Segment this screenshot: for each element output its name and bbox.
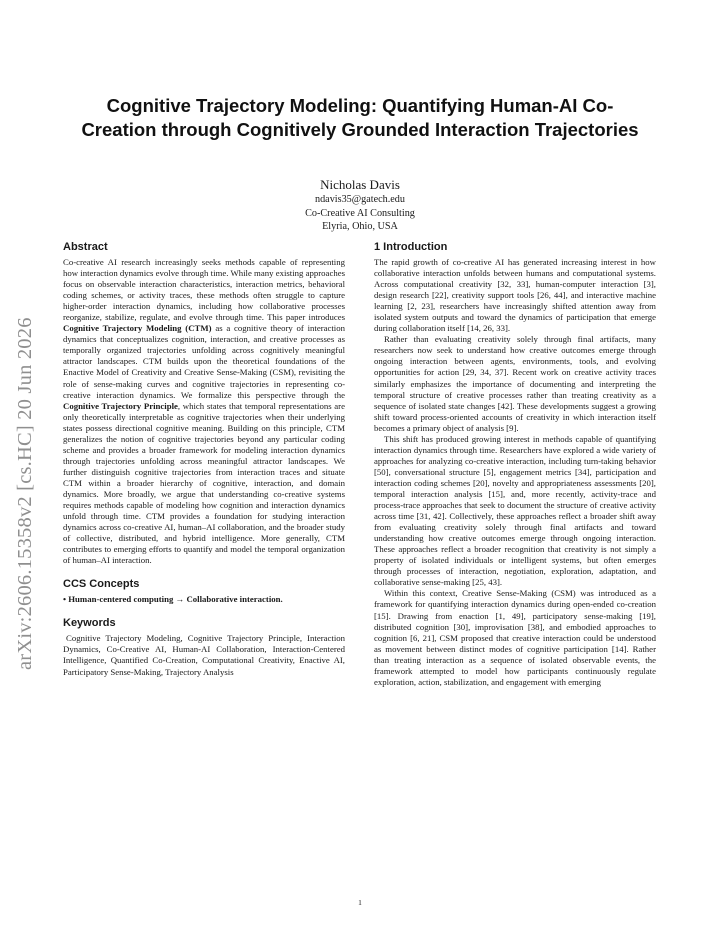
arxiv-identifier: arXiv:2606.15358v2 [cs.HC] 20 Jun 2026 [14,317,36,670]
abstract-bold-ctm: Cognitive Trajectory Modeling (CTM) [63,323,212,334]
keywords-heading: Keywords [63,617,116,630]
right-column [374,240,656,688]
intro-paragraph: Rather than evaluating creativity solely through final artifacts, many researchers now seek to understand how creative outcomes emerge through ongoing interaction between agents, environments, tools, and evolving opportunities for action [29, 34, 37]. Recent work on creative activity traces similarly emphasizes the importance of documenting and interpreting the temporal structure of creative processes rather than treating creativity as a sequence of isolated state changes [42]. These developments suggest a growing shift toward process-oriented accounts of creativity in which interaction itself becomes a primary object of analysis [9]. [374,334,656,433]
abstract-text-part-2: as a cognitive theory of interaction dynamics that conceptualizes cognition, interaction, and creative processes as temporally organized trajectories unfolding across cognitively meaningful attractor landscapes. CTM builds upon the theoretical foundations of the Enactive Model of Creativity and Creative Sense-Making (CSM), revisiting the role of sense-making curves and cognitive trajectories in representing co-creative interaction dynamics. We formalize this perspective through the [63,323,345,400]
introduction-heading: 1 Introduction [374,241,448,253]
page-number: 1 [358,898,362,907]
abstract-heading: Abstract [63,241,108,253]
author-email[interactable]: ndavis35@gatech.edu [314,194,405,205]
author-name: Nicholas Davis [320,177,400,192]
abstract-text-part-1: Co-creative AI research increasingly seeks methods capable of representing how interaction dynamics evolve through time. While many existing approaches focus on observable interaction characteristics, interaction metrics, behavioral coding schemes, or activity traces, these methods often struggle to capture higher-order interaction dynamics, including how collaborative processes reorganize, stabilize, regulate, and evolve through time. This paper introduces [63,257,345,323]
author-block [0,177,720,234]
abstract-text-part-3: , which states that temporal representations are only theoretically interpretable as cognitive trajectories when their underlying states possess directional cognitive meaning. Building on this principle, CTM generalizes the notion of cognitive trajectories beyond any particular coding scheme and provides a broader framework for modeling interaction dynamics through trajectories unfolding across meaningful attractor landscapes. We further distinguish cognitive trajectories from interaction traces and situate CTM within a broader hierarchy of cognitive, interaction, and domain dynamics. More broadly, we argue that understanding co-creative systems requires methods capable of modeling how cognition and interaction dynamics unfold through time. CTM provides a foundation for studying interaction dynamics across co-creative AI, human–AI collaboration, and the broader study of collective, distributed, and hybrid intelligence. More generally, CTM contributes to emerging efforts to quantify and model the temporal organization of human–AI interaction. [63,400,345,566]
intro-paragraph: Within this context, Creative Sense-Making (CSM) was introduced as a framework for quantifying interaction dynamics during open-ended co-creation [15]. Drawing from enaction [1, 49], participatory sense-making [19], distributed cognition [30], improvisation [38], and embodied approaches to cognition [6, 21], CSM proposed that creative interaction could be understood as movement between distinct modes of cognitive participation [14]. Rather than treating interaction as a sequence of isolated observable events, the framework attempted to model how participants continuously regulate exploration, action, stabilization, and engagement with emerging [374,588,656,687]
author-affiliation: Co-Creative AI Consulting [305,207,415,219]
left-column [63,240,345,678]
paper-title: Cognitive Trajectory Modeling: Quantifying Human-AI Co-Creation through Cognitively Grounded Interaction Trajectories [81,95,639,140]
ccs-heading: CCS Concepts [63,578,140,591]
intro-paragraph: The rapid growth of co-creative AI has generated increasing interest in how collaborative interaction unfolds between humans and computational systems. Across computational creativity [32, 33], human-computer interaction [3], design research [22], creativity support tools [26, 44], and interactive machine learning [2, 23], researchers have increasingly shifted attention away from isolated system outputs and toward the dynamics of participation that emerge during collaboration itself [14, 26, 33]. [374,257,656,334]
ccs-concepts: • Human-centered computing → Collaborative interaction. [63,594,283,605]
keywords-text: Cognitive Trajectory Modeling, Cognitive Trajectory Principle, Interaction Dynamics, Co-Creative AI, Human-AI Collaboration, Interaction-Centered Intelligence, Quantified Co-Creation, Computational Creativity, Enactive AI, Participatory Sense-Making, Trajectory Analysis [63,633,345,677]
intro-paragraph: This shift has produced growing interest in methods capable of quantifying interaction dynamics through time. Researchers have explored a wide variety of approaches for analyzing co-creative interaction, including turn-taking behavior [50], conversational structure [5], engagement metrics [34], participation and interaction coding schemes [20], novelty and appropriateness assessments [20], temporal interaction analysis [15], and, more recently, activity-trace and process-trace approaches that seek to document the structure of creative activity across time [31, 42]. Collectively, these approaches reflect a broader shift away from evaluating creativity solely through final artifacts and toward understanding how creative outcomes emerge through ongoing interaction. These approaches reflect a broader recognition that creativity is not simply a property of isolated individuals or intelligent systems, but often emerges through processes of interaction, negotiation, exploration, adaptation, and collaborative sense-making [25, 43]. [374,433,656,588]
author-location: Elyria, Ohio, USA [322,221,398,233]
abstract-text [63,257,345,566]
abstract-bold-principle: Cognitive Trajectory Principle [63,400,178,411]
